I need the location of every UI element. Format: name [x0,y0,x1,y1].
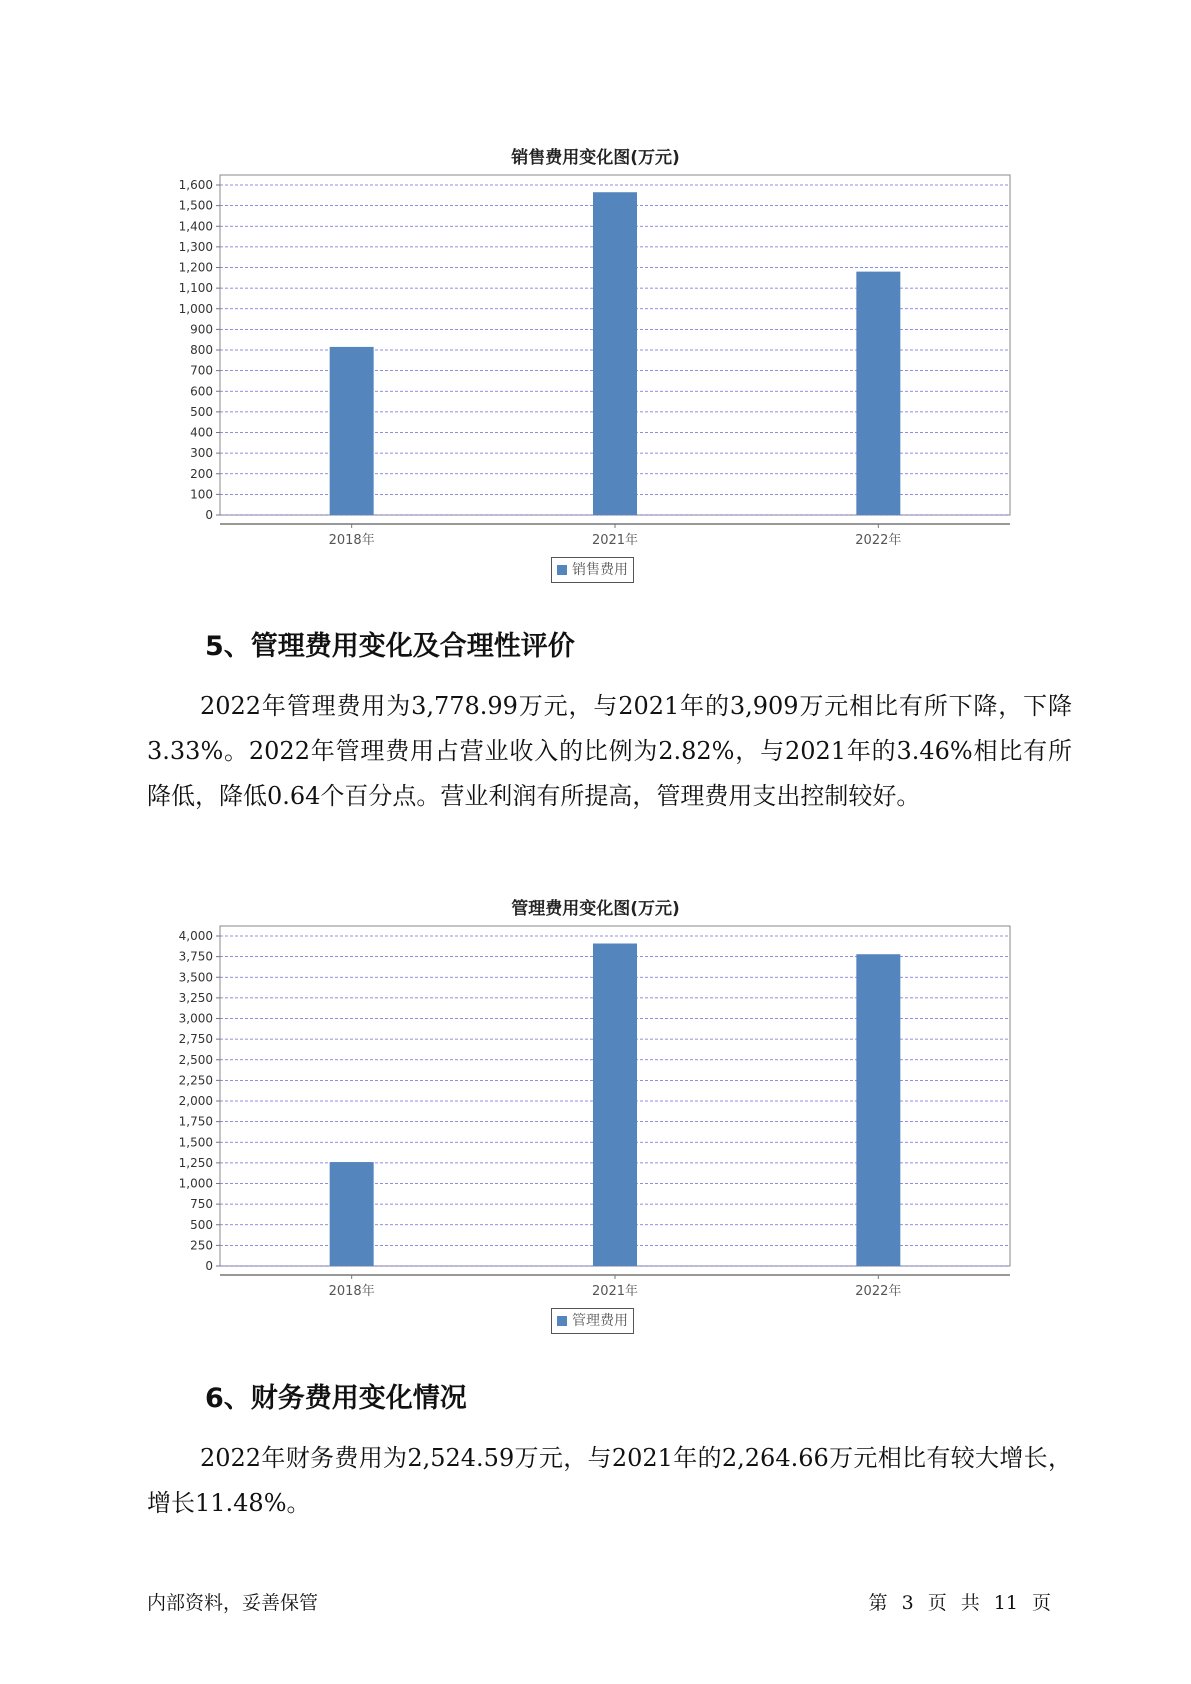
footer-page-number: 第 3 页 共 11 页 [868,1592,1051,1614]
admin-expense-bar-chart [0,921,1191,1331]
y-tick-label: 1,000 [178,301,213,316]
y-tick-label: 3,250 [178,990,213,1005]
section-heading: 6、财务费用变化情况 [205,1383,467,1414]
y-tick-label: 250 [190,1238,213,1253]
x-tick-label: 2018年 [328,533,375,548]
y-tick-label: 600 [190,384,213,399]
chart-title-sales-expense: 销售费用变化图(万元) [511,148,680,168]
chart-legend [551,557,634,583]
y-tick-label: 400 [190,425,213,440]
y-tick-label: 900 [190,322,213,337]
x-tick-label: 2021年 [591,1284,639,1299]
y-tick-label: 0 [205,1259,213,1273]
bar [593,944,637,1266]
bar [330,1162,374,1266]
x-tick-label: 2022年 [855,533,902,548]
y-tick-label: 1,200 [178,260,213,275]
y-tick-label: 2,000 [178,1094,213,1108]
y-tick-label: 1,300 [178,239,213,254]
y-tick-label: 500 [190,1217,213,1232]
legend-label: 销售费用 [572,562,628,578]
chart-legend [551,1308,634,1334]
y-tick-label: 2,500 [178,1052,213,1067]
y-tick-label: 1,400 [178,219,213,234]
bar [856,954,900,1266]
y-tick-label: 100 [190,487,213,502]
y-tick-label: 1,000 [178,1176,213,1191]
y-tick-label: 750 [190,1197,213,1212]
x-tick-label: 2021年 [591,533,639,548]
y-tick-label: 0 [205,508,213,522]
y-tick-label: 3,750 [178,949,213,964]
paragraph: 2022年管理费用为3,778.99万元，与2021年的3,909万元相比有所下降，下降3.33%。2022年管理费用占营业收入的比例为2.82%，与2021年的3.46%相比有所降低，降低0.64个百分点。营业利润有所提高，管理费用支出控制较好。 [147,692,1072,810]
x-tick-label: 2022年 [855,1284,902,1299]
legend-swatch-icon [557,565,567,575]
y-tick-label: 1,500 [178,198,213,213]
y-tick-label: 4,000 [178,929,213,943]
sales-expense-bar-chart [0,170,1191,580]
y-tick-label: 800 [190,343,213,357]
y-tick-label: 500 [190,404,213,419]
bar [330,347,374,515]
y-tick-label: 2,250 [178,1073,213,1088]
y-tick-label: 1,750 [178,1114,213,1129]
y-tick-label: 1,250 [178,1155,213,1170]
y-tick-label: 1,600 [178,178,213,192]
paragraph: 2022年财务费用为2,524.59万元，与2021年的2,264.66万元相比有较大增长，增长11.48%。 [147,1444,1072,1517]
y-tick-label: 1,100 [178,281,213,296]
y-tick-label: 300 [190,446,213,461]
chart-title-admin-expense: 管理费用变化图(万元) [511,899,680,919]
y-tick-label: 3,500 [178,970,213,985]
y-tick-label: 1,500 [178,1135,213,1150]
bar [593,192,637,515]
y-tick-label: 2,750 [178,1032,213,1047]
legend-swatch-icon [557,1316,567,1326]
y-tick-label: 3,000 [178,1011,213,1026]
x-tick-label: 2018年 [328,1284,375,1299]
legend-label: 管理费用 [572,1313,628,1329]
footer-confidential-note: 内部资料，妥善保管 [147,1592,319,1614]
y-tick-label: 700 [190,363,213,378]
section-heading: 5、管理费用变化及合理性评价 [205,631,575,662]
bar [856,272,900,515]
y-tick-label: 200 [190,466,213,481]
